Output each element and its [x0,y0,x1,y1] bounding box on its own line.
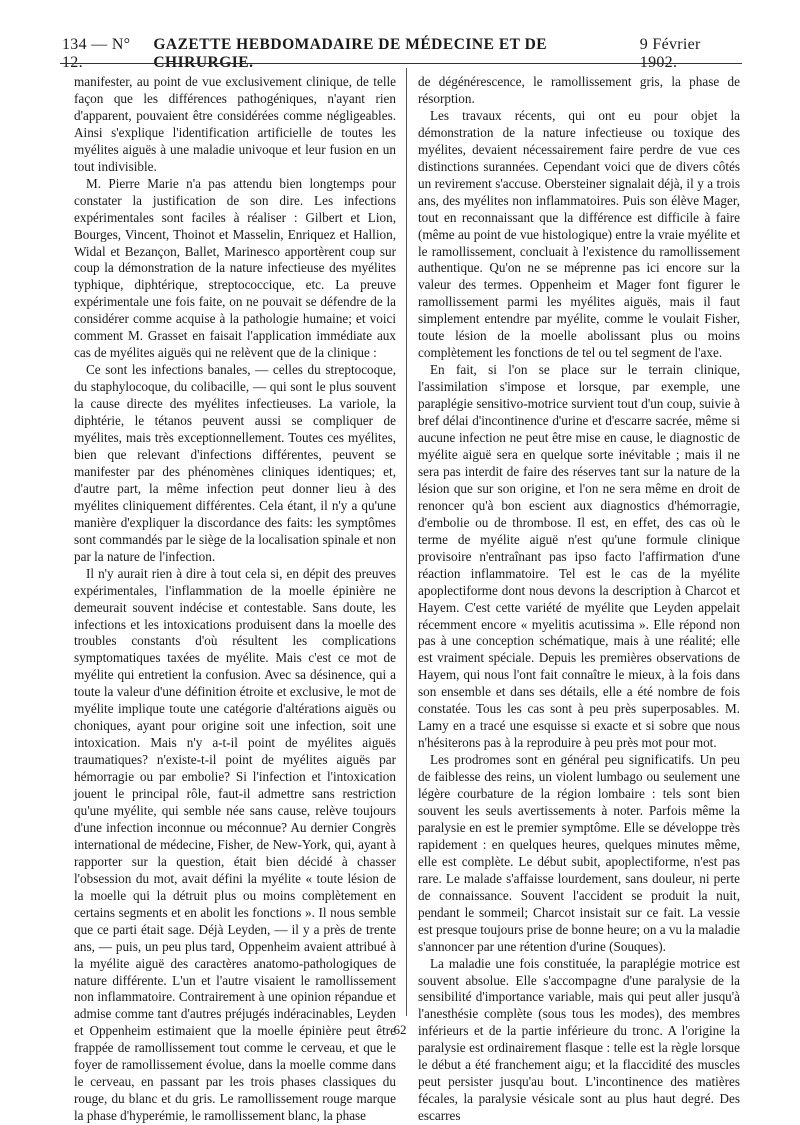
running-header [62,36,740,71]
paragraph: Les travaux récents, qui ont eu pour objet la démonstration de la nature infectieuse ou toxique des myélites, devaient nécessairement faire perdre de vue ces distinctions surannées. Cependant voici que de divers côtés un revirement s'accuse. Obersteiner signalait déjà, il y a trois ans, des myélites non inflammatoires. Puis son élève Mager, tout en reconnaissant que la différence est difficile à faire (même au point de vue histologique) entre la vraie myélite et le ramollissement, concluait à l'existence du ramollissement authentique. Qu'on ne se méprenne pas ici encore sur la valeur des termes. Oppenheim et Mager font figurer le ramollissement parmi les myélites aiguës, mais il faut simplement entendre par myélite, comme le voulait Fisher, toute lésion de la moelle abolissant plus ou moins complètement les fonctions de tel ou tel segment de l'axe. [418,107,740,361]
paragraph: de dégénérescence, le ramollissement gris, la phase de résorption. [418,74,740,106]
header-page-number: 134 [62,36,87,53]
left-column [74,74,396,1124]
paragraph: Ce sont les infections banales, — celles du streptocoque, du staphylocoque, du colibacille, — qui sont le plus souvent la cause directe des myélites infectieuses. La variole, la diphtérie, le tétanos peuvent aussi se compliquer de myélites, mais très exceptionnellement. Toutes ces myélites, bien que relevant d'infections différentes, peuvent se manifester par des phénomènes cliniques identiques; et, d'autre part, la même infection peut donner lieu à des myélites cliniquement différentes. Cela étant, il n'y a qu'une manière d'expliquer la discordance des faits: les symptômes sont commandés par le siège de la localisation spinale et non par la nature de l'infection. [74,362,396,564]
paragraph: En fait, si l'on se place sur le terrain clinique, l'assimilation s'impose et lorsque, par exemple, une paraplégie sensitivo-motrice survient tout d'un coup, suivie à bref délai d'incontinence d'urine et d'escarre sacrée, même si aucune infection ne peut être mise en cause, le diagnostic de myélite aiguë sera en quelque sorte inévitable ; mais il ne sera pas interdit de faire des réserves tant sur la nature de la lésion que sur son origine, et l'on ne sera même en droit de renoncer qu'à bon escient aux diagnostics d'hémorragie, d'embolie ou de thrombose. Il est, en effet, des cas où le terme de myélite aiguë n'est qu'une formule clinique provisoire n'entraînant pas ipso facto l'affirmation d'une réaction inflammatoire. Tel est le cas de la myélite apoplectiforme dont nous devons la description à Charcot et Hayem. C'est cette variété de myélite que Leyden appelait récemment encore « myelitis acutissima ». Elle répond non pas à une conception schématique, mais à une réalité; elle est vraiment spéciale. Depuis les premières observations de Hayem, qui nous l'ont fait connaître le mieux, à la fois dans son ensemble et dans ses détails, elle a été nombre de fois constatée. Tous les cas sont à peu près superposables. M. Lamy en a tracé une esquisse si exacte et si sobre que nous n'hésiterons pas à la reproduire à peu près mot pour mot. [418,362,740,751]
paragraph: Les prodromes sont en général peu significatifs. Un peu de faiblesse des reins, un violent lumbago ou seulement une légère courbature de la région lombaire : tels sont bien souvent les seuls avertissements à noter. Parfois même la paralysie en est le premier symptôme. Elle se développe très rapidement : en quelques heures, quelques minutes même, elle est complète. Le début subit, apoplectiforme, n'est pas rare. Le malade s'affaisse lourdement, sans douleur, ni perte de connaissance. Souvent l'accident se produit la nuit, pendant le sommeil; Charcot insistait sur ce fait. La vessie est presque toujours prise de bonne heure; on a vu la maladie s'annoncer par une rétention d'urine (Souques). [418,752,740,954]
header-issue: — N° 12. [62,36,131,71]
issue-date: 9 Février 1902. [639,36,701,71]
folio-number: 62 [393,1022,407,1037]
header-page-issue [62,36,153,72]
paragraph: La maladie une fois constituée, la paraplégie motrice est souvent absolue. Elle s'accompagne d'une paralysie de la sensibilité d'importance variable, mais qui peut aller jusqu'à l'anesthésie complète (sous tous les modes), des membres inférieurs et de la partie inférieure du tronc. A l'origine la paralysie est ordinairement flasque : telle est la règle lorsque le début a été franchement aigu; et la flaccidité des muscles peut persister jusqu'au bout. L'incontinence des matières fécales, la paralysie vésicale sont au plus haut degré. Des escarres [418,955,740,1124]
paragraph: M. Pierre Marie n'a pas attendu bien longtemps pour constater la justification de son dire. Les infections expérimentales sont faciles à réaliser : Gilbert et Lion, Bourges, Vincent, Thoinot et Masselin, Enriquez et Hallion, Widal et Bezançon, Ballet, Marinesco apportèrent coup sur coup la démonstration de la nature infectieuse des myélites typhique, diphtérique, streptococcique, etc. La preuve expérimentale une fois faite, on ne pouvait se défendre de la considérer comme acquise à la pathologie humaine; et voici comment M. Grasset en faisait l'application immédiate aux cas de myélites aiguës qui ne relèvent que de la clinique : [74,175,396,361]
header-rule [60,63,742,64]
column-divider [406,68,407,1016]
right-column [418,74,740,1124]
paragraph: Il n'y aurait rien à dire à tout cela si, en dépit des preuves expérimentales, l'inflammation de la moelle épinière ne demeurait souvent indécise et contestable. Sans doute, les infections et les intoxications produisent dans la moelle des troubles constants d'où résultent les complications symptomatiques taxées de myélite. Mais c'est ce mot de myélite qui entretient la confusion. Avec sa désinence, qui a toute la valeur d'une définition étroite et exclusive, le mot de myélite implique toute une catégorie d'altérations aiguës ou choniques, ayant pour origine soit une infection, soit une intoxication. Mais n'y a-t-il point de myélites aiguës traumatiques? n'existe-t-il point de myélites aiguës par hémorragie ou par embolie? Si l'infection et l'intoxication jouent le principal rôle, faut-il admettre sans restriction qu'une myélite, qui semble née sans cause, relève toujours d'une infection inconnue ou méconnue? Au dernier Congrès international de médecine, Fisher, de New-York, qui, ayant à rapporter sur la question, était bien décidé à chasser l'obsession du mot, avait défini la myélite « toute lésion de la moelle qui la détruit plus ou moins complètement en certains segments et en abolit les fonctions ». Il nous semble que ce parti était sage. Déjà Leyden, — il y a près de trente ans, — puis, un peu plus tard, Oppenheim avaient attribué à la myélite aiguë des caractères anatomo-pathologiques de nature différente. L'un et l'autre visaient le ramollissement non inflammatoire. Contrairement à une opinion répandue et admise comme tant d'autres préjugés indéracinables, Leyden et Oppenheim estimaient que la moelle épinière peut être frappée de ramollissement tout comme le cerveau, et que le foyer de ramollissement évolue, dans la moelle comme dans le cerveau, en passant par les trois phases classiques du rouge, du blanc et du gris. Le ramollissement rouge marque la phase d'hyperémie, le ramollissement blanc, la phase [74,565,396,1124]
journal-title: GAZETTE HEBDOMADAIRE DE MÉDECINE ET DE CHIRURGIE. [153,36,548,71]
paragraph: manifester, au point de vue exclusivement clinique, de telle façon que les différences pathogéniques, n'ayant rien d'apparent, pouvaient être considérées comme négligeables. Ainsi s'explique l'identification artificielle de toutes les myélites aiguës à une maladie univoque et leur fusion en un tout indivisible. [74,74,396,174]
